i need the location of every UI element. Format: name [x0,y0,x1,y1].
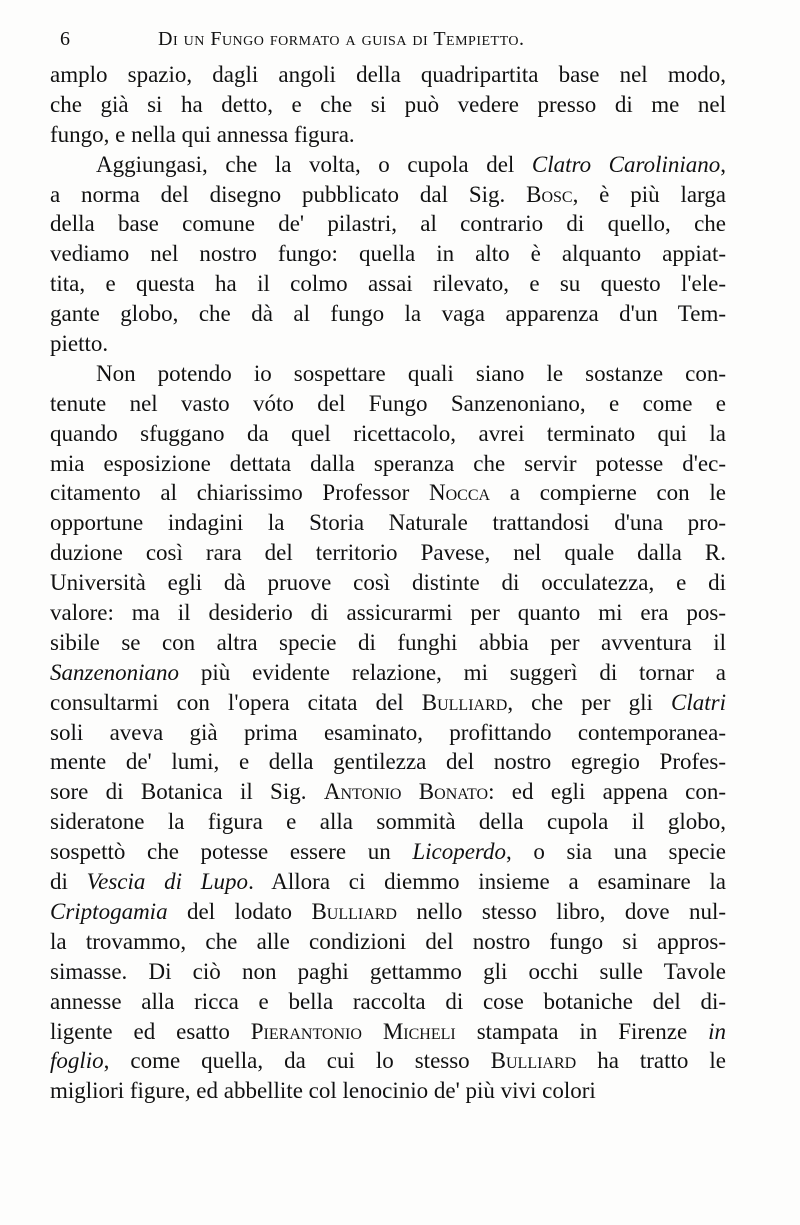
text-line [50,747,726,777]
text-line [50,957,726,987]
body-text [50,60,726,1106]
text-line [50,1017,726,1047]
text-line [50,180,726,210]
italic-term: Licoperdo [412,839,507,865]
text-line [50,508,726,538]
text-segment: tenute nel vasto vóto del Fungo Sanzenoniano, e come e [50,390,726,416]
text-line [50,837,726,867]
text-segment: simasse. Di ciò non paghi gettammo gli occhi sulle Tavole [50,958,726,984]
small-caps-name: Nocca [429,480,491,506]
page-number: 6 [60,28,71,50]
text-segment: che già si ha detto, e che si può vedere presso di me nel [50,91,726,117]
text-segment: duzione così rara del territorio Pavese, nel quale dalla R. [50,540,726,566]
text-segment: sospettò che potesse essere un [50,839,413,865]
small-caps-name: Bulliard [490,1048,577,1074]
text-line [50,777,726,807]
text-segment: pietto. [50,331,109,357]
text-segment: , è più larga [572,181,726,207]
text-line [50,688,726,718]
text-line [50,478,726,508]
text-segment: ha tratto le [576,1048,726,1074]
text-segment: ligente ed esatto [50,1018,251,1044]
text-line [50,299,726,329]
text-line [50,419,726,449]
text-segment: Università egli dà pruove così distinte di occulatezza, e di [50,570,726,596]
small-caps-name: Bosc [526,181,573,207]
text-line [50,389,726,419]
text-line [50,239,726,269]
text-line [50,927,726,957]
text-segment: a norma del disegno pubblicato dal Sig. [50,181,527,207]
text-line [50,718,726,748]
text-segment: consultarmi con l'opera citata del [50,689,422,715]
text-line [50,150,726,180]
text-segment: Aggiungasi, che la volta, o cupola del [96,151,532,177]
text-line [50,120,726,150]
text-segment: sideratone la figura e alla sommità della cupola il globo, [50,809,726,835]
text-line [50,538,726,568]
text-segment: quando sfuggano da quel ricettacolo, avrei terminato qui la [50,420,726,446]
running-head [60,28,740,58]
italic-term: Clatro Caroliniano [531,151,721,177]
text-line [50,1046,726,1076]
italic-term: Vescia di Lupo [86,869,249,895]
text-segment: , che per gli [507,689,672,715]
italic-term: foglio [50,1048,104,1074]
text-segment: stampata in Firenze [455,1018,709,1044]
text-segment: a compierne con le [490,480,726,506]
small-caps-name: Bulliard [421,689,508,715]
text-line [50,628,726,658]
text-line [50,807,726,837]
text-segment: , [720,151,726,177]
text-line [50,987,726,1017]
small-caps-name: Bulliard [311,898,397,924]
text-segment: tita, e questa ha il colmo assai rilevato, e su questo l'ele- [50,271,726,297]
text-line [50,269,726,299]
text-line [50,1076,726,1106]
text-line [50,867,726,897]
text-segment: nello stesso libro, dove nul- [397,898,726,924]
text-segment: più evidente relazione, mi suggerì di tornar a [179,659,726,685]
running-title: Di un Fungo formato a guisa di Tempietto. [158,28,525,50]
text-line [50,359,726,389]
text-line [50,449,726,479]
text-line [50,897,726,927]
italic-term: Criptogamia [50,898,168,924]
text-segment: annesse alla ricca e bella raccolta di cose botaniche del di- [50,988,726,1014]
text-segment: , o sia una specie [506,839,726,865]
text-segment: : ed egli appena con- [488,779,726,805]
text-segment: Non potendo io sospettare quali siano le sostanze con- [96,360,726,386]
text-segment: gante globo, che dà al fungo la vaga apparenza d'un Tem- [50,301,726,327]
text-segment: sore di Botanica il Sig. [50,779,324,805]
text-line [50,658,726,688]
text-segment: valore: ma il desiderio di assicurarmi per quanto mi era pos- [50,600,726,626]
text-segment: citamento al chiarissimo Professor [50,480,430,506]
italic-term: in [708,1018,727,1044]
text-segment: della base comune de' pilastri, al contrario di quello, che [50,211,726,237]
text-line [50,209,726,239]
text-segment: . Allora ci diemmo insieme a esaminare la [248,869,726,895]
text-line [50,90,726,120]
text-segment: , come quella, da cui lo stesso [103,1048,491,1074]
text-segment: amplo spazio, dagli angoli della quadripartita base nel modo, [50,62,726,87]
text-line [50,329,726,359]
text-segment: soli aveva già prima esaminato, profittando contemporanea- [50,719,726,745]
text-line [50,60,726,90]
text-segment: del lodato [167,898,312,924]
text-segment: migliori figure, ed abbellite col lenocinio de' più vivi colori [50,1078,596,1104]
text-segment: fungo, e nella qui annessa figura. [50,121,355,147]
italic-term: Sanzenoniano [50,659,180,685]
text-segment: vediamo nel nostro fungo: quella in alto è alquanto appiat- [50,241,726,267]
italic-term: Clatri [671,689,726,715]
text-line [50,568,726,598]
small-caps-name: Pierantonio Micheli [250,1018,456,1044]
text-segment: mente de' lumi, e della gentilezza del nostro egregio Profes- [50,749,726,775]
text-line [50,598,726,628]
text-segment: sibile se con altra specie di funghi abbia per avventura il [50,629,726,655]
text-segment: la trovammo, che alle condizioni del nostro fungo si appros- [50,928,726,954]
text-segment: di [50,869,87,895]
text-segment: mia esposizione dettata dalla speranza che servir potesse d'ec- [50,450,726,476]
small-caps-name: Antonio Bonato [323,779,489,805]
text-segment: opportune indagini la Storia Naturale trattandosi d'una pro- [50,510,726,536]
